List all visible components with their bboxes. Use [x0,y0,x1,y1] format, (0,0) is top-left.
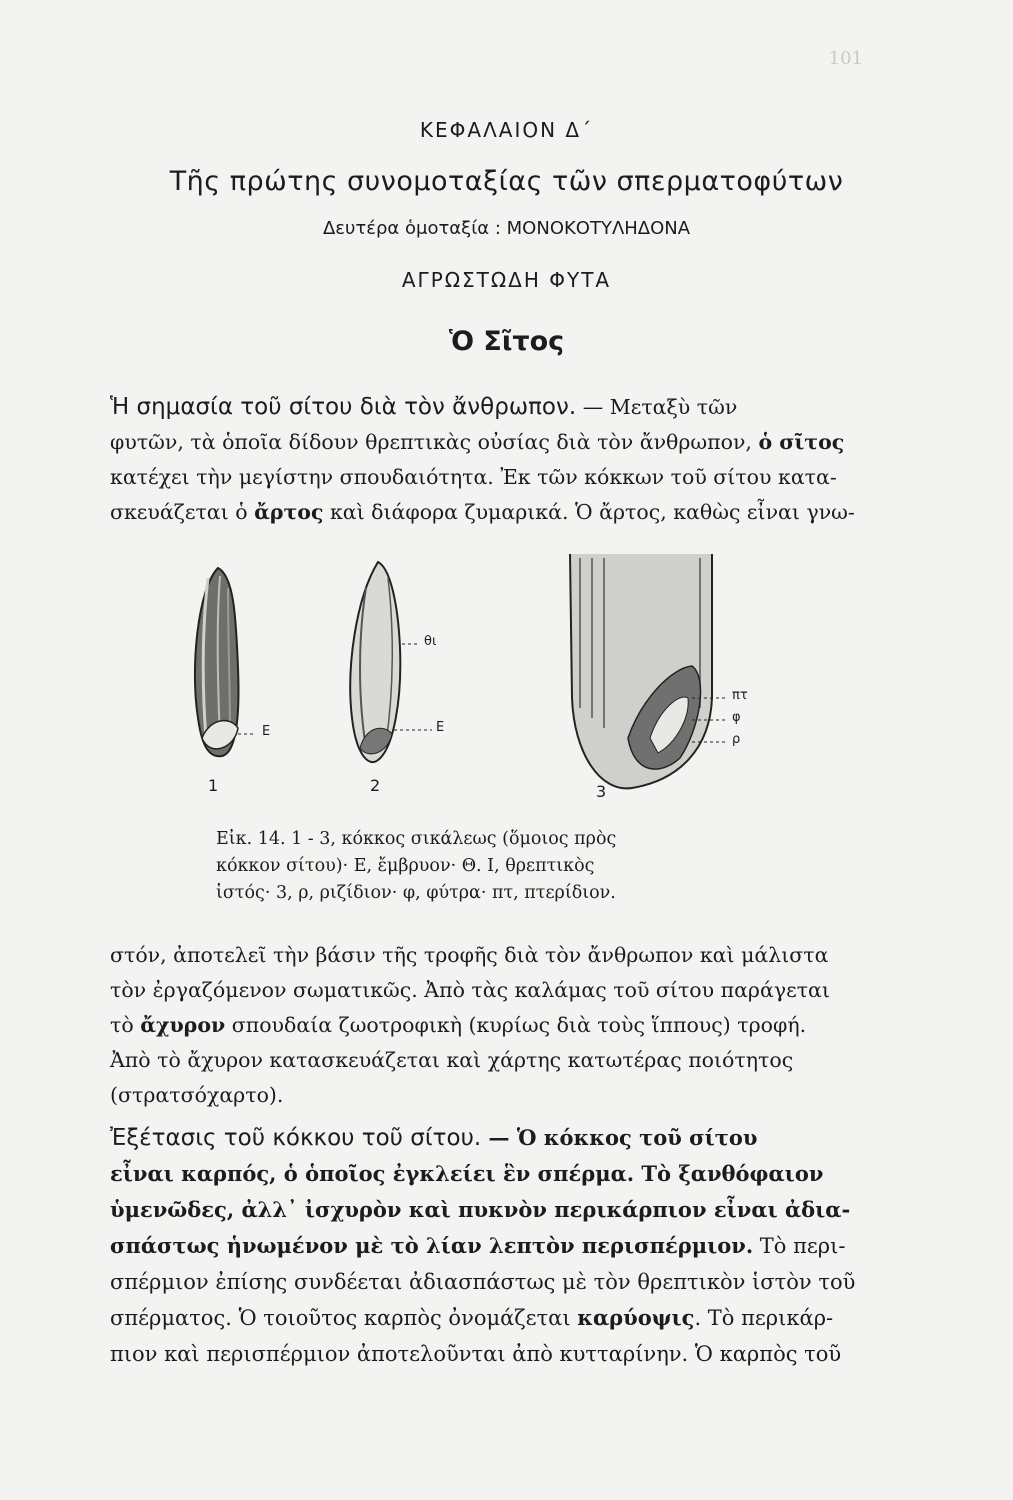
grain-2-drawing [350,562,432,762]
figure-number-1: 1 [208,776,219,795]
paragraph-line: εἶναι καρπός, ὁ ὁποῖος ἐγκλείει ἓν σπέρμα. Τὸ ξανθόφαιον [110,1161,824,1186]
chapter-label: ΚΕΦΑΛΑΙΟΝ Δ΄ [419,118,594,142]
paragraph-line: Ἐξέτασις τοῦ κόκκου τοῦ σίτου. — Ὁ κόκκος τοῦ σίτου [110,1125,758,1151]
figure-number-3: 3 [596,782,607,801]
main-title: Τῆς πρώτης συνομοταξίας τῶν σπερματοφύτων [169,166,844,197]
paragraph-line: σπέρμιον ἐπίσης συνδέεται ἀδιασπάστως μὲ τὸν θρεπτικὸν ἱστὸν τοῦ [110,1270,856,1294]
paragraph-line: σπάστως ἡνωμένον μὲ τὸ λίαν λεπτὸν περισπέρμιον. Τὸ περι- [110,1233,846,1258]
label-pt: πτ [732,688,748,703]
paragraph-line: Ἀπὸ τὸ ἄχυρον κατασκευάζεται καὶ χάρτης κατωτέρας ποιότητος [110,1048,794,1072]
section-title: Ὁ Σῖτος [448,326,565,357]
paragraph-heading: Ἡ σημασία τοῦ σίτου διὰ τὸν ἄνθρωπον. [110,394,577,420]
paragraph-line: σκευάζεται ὁ ἄρτος καὶ διάφορα ζυμαρικά. Ὁ ἄρτος, καθὼς εἶναι γνω- [110,500,855,524]
caption-line: Εἰκ. 14. 1 - 3, κόκκος σικάλεως (ὅμοιος πρὸς [216,829,617,849]
grain-figure [180,548,780,808]
paragraph-line: σπέρματος. Ὁ τοιοῦτος καρπὸς ὀνομάζεται καρύοψις. Τὸ περικάρ- [110,1305,834,1330]
class-subtitle: Δευτέρα ὁμοταξία : ΜΟΝΟΚΟΤΥΛΗΔΟΝΑ [322,218,691,239]
label-epsilon-2: Ε [436,720,445,735]
paragraph-heading: Ἐξέτασις τοῦ κόκκου τοῦ σίτου. [110,1125,482,1151]
paragraph-line: τὸν ἐργαζόμενον σωματικῶς. Ἀπὸ τὰς καλάμας τοῦ σίτου παράγεται [110,978,830,1002]
paragraph-line: τὸ ἄχυρον σπουδαία ζωοτροφικὴ (κυρίως διὰ τοὺς ἵππους) τροφή. [110,1013,807,1037]
paragraph-importance [110,390,900,530]
label-rho: ρ [732,732,741,747]
figure-caption [216,826,756,907]
caption-line: κόκκον σίτου)· Ε, ἔμβρυον· Θ. Ι, θρεπτικὸς [216,856,595,876]
paragraph-line: στόν, ἀποτελεῖ τὴν βάσιν τῆς τροφῆς διὰ τὸν ἄνθρωπον καὶ μάλιστα [110,943,829,967]
paragraph-line: (στρατσόχαρτο). [110,1083,284,1107]
label-theta-iota: θι [424,634,437,649]
paragraph-line: φυτῶν, τὰ ὁποῖα δίδουν θρεπτικὰς οὐσίας διὰ τὸν ἄνθρωπον, ὁ σῖτος [110,430,845,454]
paragraph-line: Ἡ σημασία τοῦ σίτου διὰ τὸν ἄνθρωπον. — Μεταξὺ τῶν [110,394,738,420]
label-epsilon-1: Ε [262,724,271,739]
figure-number-2: 2 [370,776,381,795]
paragraph-line: κατέχει τὴν μεγίστην σπουδαιότητα. Ἐκ τῶν κόκκων τοῦ σίτου κατα- [110,465,837,489]
paragraph-line: πιον καὶ περισπέρμιον ἀποτελοῦνται ἀπὸ κυτταρίνην. Ὁ καρπὸς τοῦ [110,1342,842,1366]
paragraph-line: ὑμενῶδες, ἀλλ᾽ ἰσχυρὸν καὶ πυκνὸν περικάρπιον εἶναι ἀδια- [110,1197,851,1222]
grain-3-drawing [570,554,728,788]
grain-illustration [180,548,780,808]
grain-1-drawing [195,568,256,756]
caption-line: ἱστός· 3, ρ, ριζίδιον· φ, φύτρα· πτ, πτερίδιον. [216,883,616,903]
label-phi: φ [732,710,741,725]
paragraph-grain-examination [110,1120,900,1372]
paragraph-bread-straw [110,938,900,1113]
family-title: ΑΓΡΩΣΤΩΔΗ ΦΥΤΑ [401,268,612,292]
page-number: 101 [828,48,863,69]
